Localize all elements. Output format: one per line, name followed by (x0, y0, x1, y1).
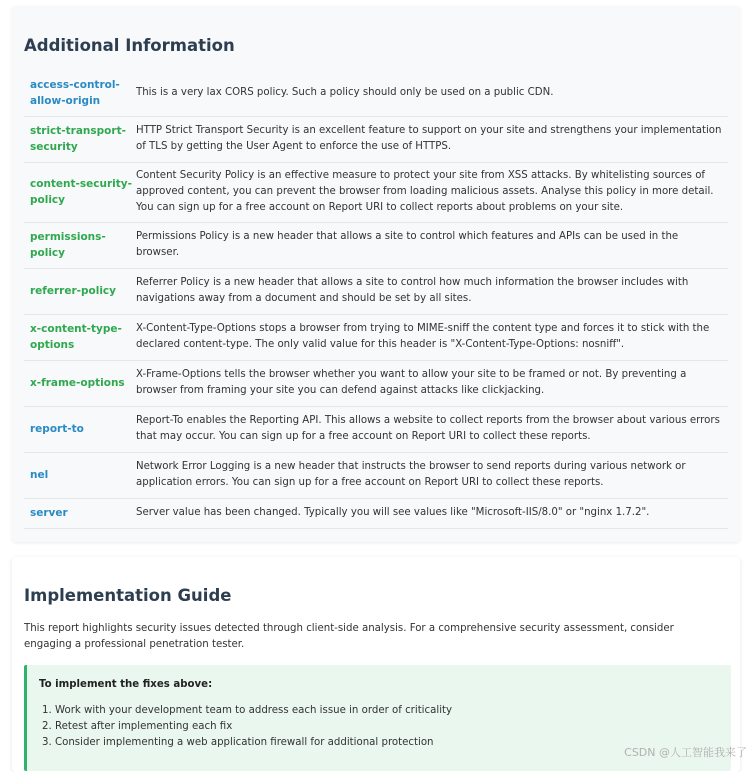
step-item: 1. Work with your development team to address each issue in order of criticality (55, 703, 452, 719)
header-name-line: nel (30, 469, 49, 481)
section-title-implementation-guide: Implementation Guide (24, 586, 232, 605)
header-name-line: policy (30, 247, 65, 259)
header-name (24, 116, 136, 162)
header-description: Server value has been changed. Typically you will see values like "Microsoft-IIS/8.0" or "nginx 1.7.2". (136, 498, 728, 528)
header-name (24, 314, 136, 360)
watermark: CSDN @人工智能我来了 (624, 746, 747, 759)
header-row-strict-transport-security (24, 116, 728, 162)
step-item: 3. Consider implementing a web application firewall for additional protection (55, 735, 452, 751)
header-name-line: security (30, 141, 78, 153)
header-description: HTTP Strict Transport Security is an excellent feature to support on your site and strengthens your implementation of TLS by getting the User Agent to enforce the use of HTTPS. (136, 116, 728, 162)
header-description: X-Content-Type-Options stops a browser from trying to MIME-sniff the content type and forces it to stick with the declared content-type. The only valid value for this header is "X-Content-Type-Options: nosniff". (136, 314, 728, 360)
section-title-additional-information: Additional Information (24, 36, 235, 55)
implementation-intro: This report highlights security issues detected through client-side analysis. For a comprehensive security assessment, consider engaging a professional penetration tester. (24, 623, 674, 650)
header-name (24, 162, 136, 222)
header-row-content-security-policy (24, 162, 728, 222)
header-name-line: server (30, 507, 68, 519)
header-row-referrer-policy (24, 268, 728, 314)
header-name-line: x-frame-options (30, 377, 125, 389)
header-name-line: referrer-policy (30, 285, 116, 297)
header-name-line: options (30, 339, 75, 351)
header-name (24, 406, 136, 452)
header-row-access-control-allow-origin (24, 70, 728, 116)
header-description: This is a very lax CORS policy. Such a policy should only be used on a public CDN. (136, 70, 728, 116)
header-name-line: strict-transport- (30, 125, 126, 137)
header-name (24, 498, 136, 528)
header-name-line: policy (30, 194, 65, 206)
header-name (24, 70, 136, 116)
header-name-line: access-control- (30, 78, 120, 91)
header-description: Report-To enables the Reporting API. This allows a website to collect reports from the browser about various errors that may occur. You can sign up for a free account on Report URI to collect these reports. (136, 406, 728, 452)
header-description: Content Security Policy is an effective measure to protect your site from XSS attacks. By whitelisting sources of approved content, you can prevent the browser from loading malicious assets. Analyse this policy in more detail. You can sign up for a free account on Report URI to collect reports about problems on your site. (136, 162, 728, 222)
steps-list (27, 703, 452, 751)
header-row-x-frame-options (24, 360, 728, 406)
header-description: Permissions Policy is a new header that allows a site to control which features and APIs can be used in the browser. (136, 222, 728, 268)
header-name-line: permissions- (30, 231, 106, 243)
header-row-server (24, 498, 728, 528)
header-name-line: content-security- (30, 178, 132, 190)
header-description: Referrer Policy is a new header that allows a site to control how much information the browser includes with navigations away from a document and should be set by all sites. (136, 268, 728, 314)
header-description: X-Frame-Options tells the browser whether you want to allow your site to be framed or not. By preventing a browser from framing your site you can defend against attacks like clickjacking. (136, 360, 728, 406)
additional-information-card (12, 6, 740, 542)
header-name (24, 360, 136, 406)
header-row-report-to (24, 406, 728, 452)
header-row-nel (24, 452, 728, 498)
header-name-line: allow-origin (30, 94, 101, 107)
header-description: Network Error Logging is a new header that instructs the browser to send reports during various network or application errors. You can sign up for a free account on Report URI to collect these reports. (136, 452, 728, 498)
header-name (24, 222, 136, 268)
step-item: 2. Retest after implementing each fix (55, 719, 452, 735)
header-name (24, 268, 136, 314)
headers-table (24, 70, 728, 529)
header-name-line: report-to (30, 423, 84, 435)
header-name (24, 452, 136, 498)
header-row-permissions-policy (24, 222, 728, 268)
header-name-line: x-content-type- (30, 323, 122, 335)
implementation-guide-card (12, 557, 740, 772)
steps-box-title: To implement the fixes above: (39, 679, 213, 690)
header-row-x-content-type-options (24, 314, 728, 360)
